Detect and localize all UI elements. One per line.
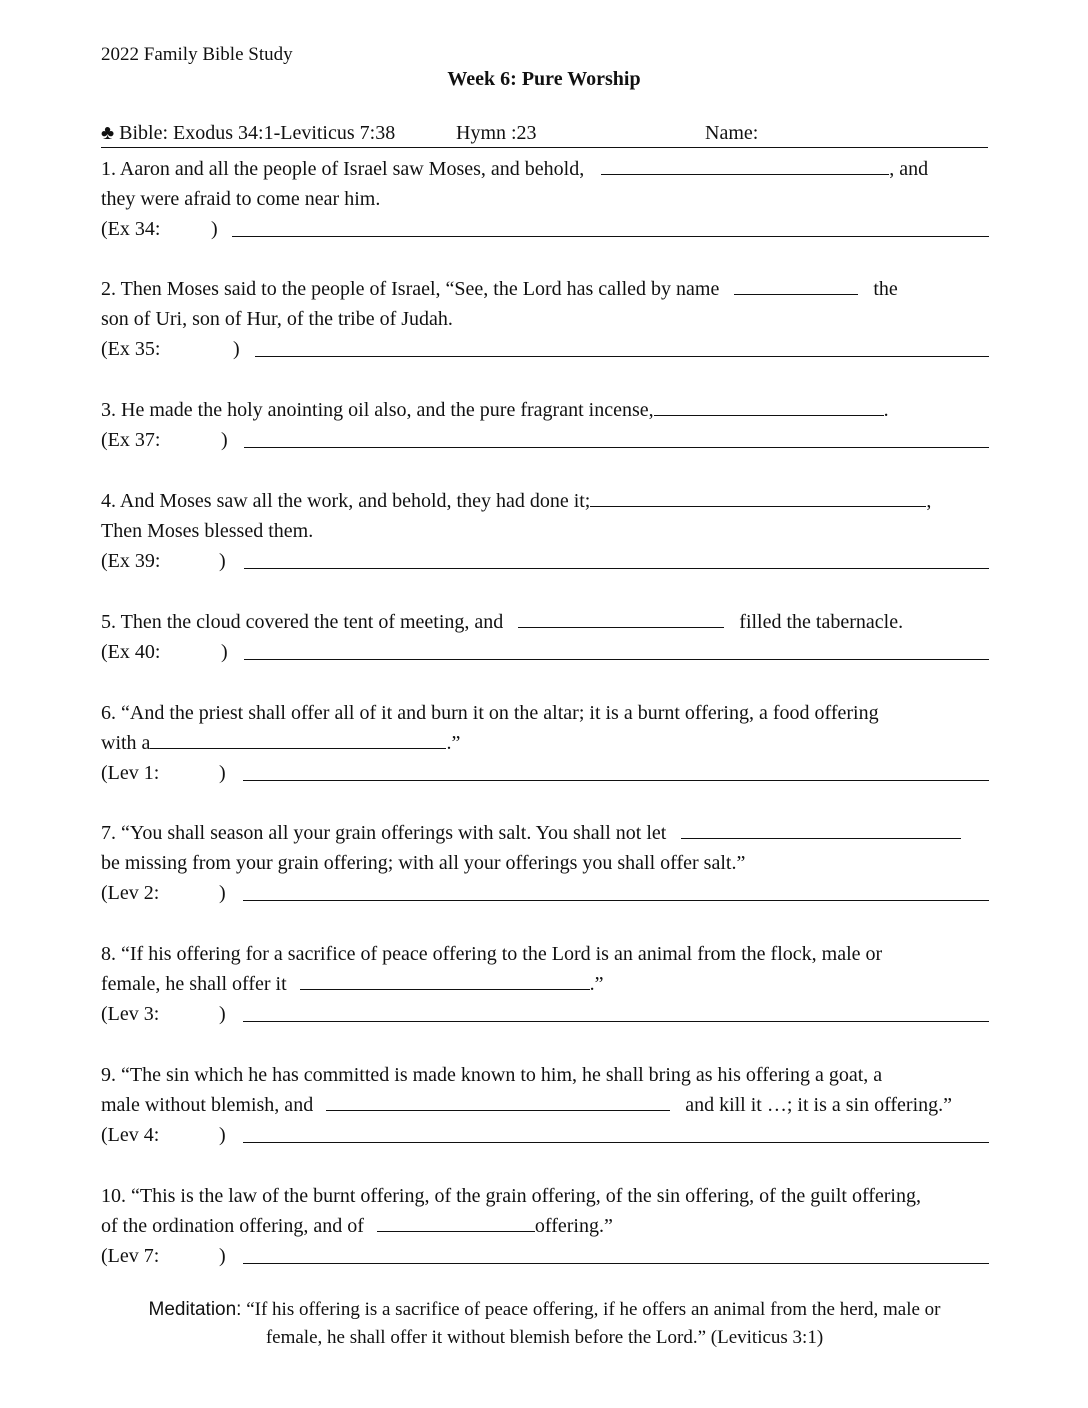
question-8 bbox=[101, 939, 993, 1029]
verse-answer-line[interactable] bbox=[243, 1142, 989, 1143]
reference-label: (Lev 4: bbox=[101, 1124, 160, 1146]
name-label: Name: bbox=[705, 122, 759, 144]
answer-blank[interactable] bbox=[681, 820, 961, 839]
question-1 bbox=[101, 154, 993, 244]
reference-paren: ) bbox=[219, 762, 226, 784]
hymn-number: Hymn :23 bbox=[456, 122, 537, 144]
question-10 bbox=[101, 1181, 993, 1271]
question-text: and kill it …; it is a sin offering.” bbox=[685, 1094, 953, 1116]
verse-answer-line[interactable] bbox=[243, 900, 989, 901]
reference-paren: ) bbox=[211, 218, 218, 240]
answer-blank[interactable] bbox=[150, 730, 446, 749]
reference-label: (Lev 2: bbox=[101, 882, 160, 904]
question-text: male without blemish, and bbox=[101, 1094, 314, 1116]
question-text: 2. Then Moses said to the people of Israel, “See, the Lord has called by name bbox=[101, 278, 720, 300]
question-text: 10. “This is the law of the burnt offering, of the grain offering, of the sin offering, of the guilt offering, bbox=[101, 1185, 921, 1207]
question-3 bbox=[101, 395, 993, 455]
question-text: 5. Then the cloud covered the tent of meeting, and bbox=[101, 611, 504, 633]
meditation-text: female, he shall offer it without blemish before the Lord.” (Leviticus 3:1) bbox=[265, 1327, 824, 1348]
question-text: 6. “And the priest shall offer all of it and burn it on the altar; it is a burnt offering, a food offering bbox=[101, 702, 879, 724]
verse-answer-line[interactable] bbox=[244, 447, 989, 448]
question-text: . bbox=[883, 399, 889, 421]
reference-paren: ) bbox=[219, 882, 226, 904]
question-text: the bbox=[873, 278, 898, 300]
question-text: , and bbox=[889, 158, 929, 180]
answer-blank[interactable] bbox=[377, 1213, 535, 1232]
reference-label: (Lev 3: bbox=[101, 1003, 160, 1025]
answer-blank[interactable] bbox=[518, 609, 724, 628]
meditation-block bbox=[101, 1296, 988, 1352]
question-6 bbox=[101, 698, 993, 788]
reference-label: (Ex 40: bbox=[101, 641, 161, 663]
question-text: , bbox=[926, 490, 932, 512]
verse-answer-line[interactable] bbox=[255, 356, 989, 357]
question-text: female, he shall offer it bbox=[101, 973, 287, 995]
answer-blank[interactable] bbox=[734, 276, 858, 295]
question-text: they were afraid to come near him. bbox=[101, 188, 381, 210]
verse-answer-line[interactable] bbox=[244, 568, 989, 569]
verse-answer-line[interactable] bbox=[244, 659, 989, 660]
question-text: be missing from your grain offering; with all your offerings you shall offer salt.” bbox=[101, 852, 746, 874]
reference-label: (Ex 37: bbox=[101, 429, 161, 451]
reference-paren: ) bbox=[219, 1003, 226, 1025]
reference-paren: ) bbox=[219, 1245, 226, 1267]
question-text: 8. “If his offering for a sacrifice of peace offering to the Lord is an animal from the flock, male or bbox=[101, 943, 883, 965]
bible-reading: ♣ Bible: Exodus 34:1-Leviticus 7:38 bbox=[101, 122, 396, 144]
reference-paren: ) bbox=[221, 641, 228, 663]
info-line bbox=[101, 120, 988, 148]
answer-blank[interactable] bbox=[300, 971, 590, 990]
study-name: 2022 Family Bible Study bbox=[101, 44, 293, 65]
question-text: 7. “You shall season all your grain offerings with salt. You shall not let bbox=[101, 822, 667, 844]
reference-paren: ) bbox=[219, 1124, 226, 1146]
question-text: 3. He made the holy anointing oil also, and the pure fragrant incense, bbox=[101, 399, 654, 421]
question-5 bbox=[101, 607, 993, 667]
reference-label: (Ex 35: bbox=[101, 338, 161, 360]
question-2 bbox=[101, 274, 993, 364]
answer-blank[interactable] bbox=[601, 156, 889, 175]
reference-label: (Ex 34: bbox=[101, 218, 161, 240]
question-text: .” bbox=[446, 732, 461, 754]
reference-paren: ) bbox=[219, 550, 226, 572]
verse-answer-line[interactable] bbox=[232, 236, 989, 237]
reference-label: (Lev 1: bbox=[101, 762, 160, 784]
question-text: .” bbox=[589, 973, 604, 995]
question-text: 9. “The sin which he has committed is made known to him, he shall bring as his offering a goat, a bbox=[101, 1064, 883, 1086]
page-title: Week 6: Pure Worship bbox=[447, 68, 641, 90]
reference-label: (Lev 7: bbox=[101, 1245, 160, 1267]
verse-answer-line[interactable] bbox=[243, 1021, 989, 1022]
verse-answer-line[interactable] bbox=[243, 780, 989, 781]
question-text: of the ordination offering, and of bbox=[101, 1215, 364, 1237]
meditation-text: “If his offering is a sacrifice of peace offering, if he offers an animal from the herd, male or bbox=[246, 1299, 941, 1320]
meditation-label: Meditation: bbox=[148, 1299, 242, 1320]
question-text: 1. Aaron and all the people of Israel saw Moses, and behold, bbox=[101, 158, 585, 180]
question-text: with a bbox=[101, 732, 151, 754]
answer-blank[interactable] bbox=[326, 1092, 670, 1111]
reference-label: (Ex 39: bbox=[101, 550, 161, 572]
question-text: Then Moses blessed them. bbox=[101, 520, 314, 542]
question-7 bbox=[101, 818, 993, 908]
question-text: 4. And Moses saw all the work, and behold, they had done it; bbox=[101, 490, 591, 512]
answer-blank[interactable] bbox=[654, 397, 884, 416]
question-4 bbox=[101, 486, 993, 576]
reference-paren: ) bbox=[233, 338, 240, 360]
verse-answer-line[interactable] bbox=[243, 1263, 989, 1264]
reference-paren: ) bbox=[221, 429, 228, 451]
question-9 bbox=[101, 1060, 993, 1150]
question-text: son of Uri, son of Hur, of the tribe of Judah. bbox=[101, 308, 453, 330]
question-text: offering.” bbox=[534, 1215, 613, 1237]
question-text: filled the tabernacle. bbox=[739, 611, 904, 633]
answer-blank[interactable] bbox=[590, 488, 926, 507]
